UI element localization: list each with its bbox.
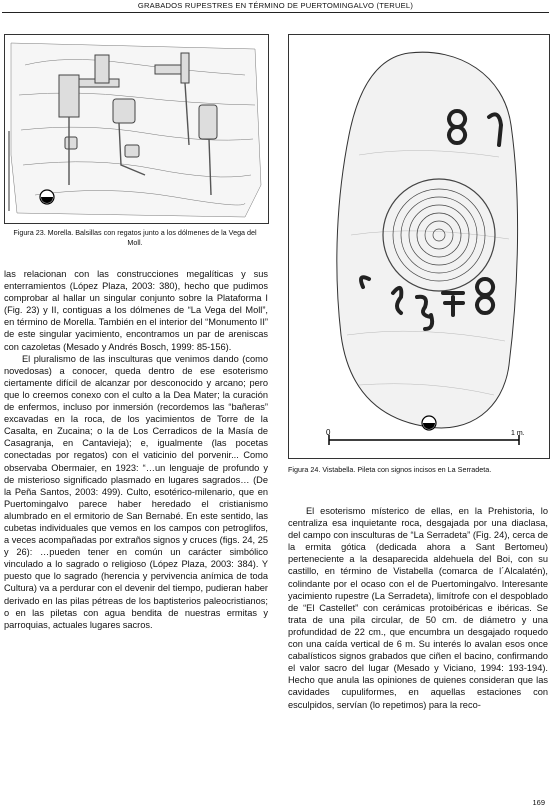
left-paragraph-2: El pluralismo de las insculturas que venimos dando (como novedosas) a conocer, queda dentro de ese esoterismo ciertamente difícil de alcanzar por desconocido y arcano; pero que lo creemos conexo con el culto a la Dea Mater; la curación de enfermos, incluso por inmersión (recordemos las “bañeras” excavadas en la roca, de los yacimientos de Torre de la Casalta, en Zucaina; o la de Los Cerradicos de la Masía de Casagranja, en Cantavieja); e, igualmente (las pocetas conectadas por regatos) con el vaticinio del porvenir... Como observaba Obermaier, en 1923: “…un lenguaje de profundo y de misterioso significado plasmado en lugares sagrados… (De la Peña Santos, 2003: 499). Culto, esotérico-milenario, que en Puertomingalvo parece haber heredado el cristianismo alumbrado en el ermitorio de San Bernabé. En este sentido, las cubetas individuales que vemos en los campos con petroglifos, a veces acompañadas por extraños signos y cruces (figs. 24, 25 y 26): …pueden tener en común un carácter simbólico vinculado a lo sagrado o religioso (López Plaza, 2003: 384). Y puesto que lo sagrado (herencia y pervivencia anímica de toda Cultura) va a perdurar con el devenir del tiempo, pudieran haber derivado en las pilas pétreas de los baptisterios paleocristianos; o en las piletas con agua bendita de nuestras ermitas y parroquias, actuales lugares sacros. [4,353,268,630]
rock-outline [337,52,518,428]
right-column [288,505,548,711]
figure-24-drawing [289,35,549,458]
header-rule [2,12,549,13]
figure-23-drawing [5,35,268,223]
left-column [4,268,268,631]
page-number: 169 [532,798,545,807]
scale-start-label: 0 [326,428,331,437]
figure-24-frame [288,34,550,459]
figure-23-caption: Figura 23. Morella. Balsillas con regatos junto a los dólmenes de la Vega del Moll. [13,228,257,247]
running-header: GRABADOS RUPESTRES EN TÉRMINO DE PUERTOMINGALVO (TERUEL) [137,1,414,10]
scale-end-label: 1 m. [511,430,525,437]
right-paragraph-1: El esoterismo místerico de ellas, en la Prehistoria, lo centraliza esa inquietante roca, desgajada por una diaclasa, del campo con insculturas de “La Serradeta” (Fig. 24), cerca de la ermita gótica (dedicada ahora a Sant Bertomeu) perteneciente a la desaparecida aldehuela del Boi, con su castillo, en término de Vistabella (comarca de l´Alcalatén), colindante por el ocaso con el de Puertomingalvo. Interesante yacimiento rupestre (La Serradeta), limítrofe con el despoblado de “El Castellet” con cerámicas protoibéricas e ibéricas. Se trata de una pila circular, de 50 cm. de diámetro y una profundidad de 22 cm., que encumbra un desgajado roquedo con una caída vertical de 6 m. Su interés lo avalan esos once cabalísticos signos grabados que ciñen el bacino, confirmando el valor sacro del lugar (Mesado y Viciano, 1994: 193-194). Hecho que anula las opiniones de quienes consideran que las cavidades cupuliformes, en aquellas estaciones con esculpidos, servían (lo repetimos) para la reco- [288,506,548,710]
left-paragraph-1: las relacionan con las construcciones megalíticas y sus enterramientos (López Plaza, 2003: 380), hecho que pudimos comprobar al hallar un singular conjunto sobre la Plataforma I (Fig. 23) y II, contiguas a los dólmenes de “La Vega del Moll”, en término de Morella. También en el interior del “Monumento II” de este singular yacimiento, encontramos un par de areniscas con cazoletas (Mesado y Andrés Bosch, 1999: 85-156). [4,269,268,352]
figure-23-frame [4,34,269,224]
figure-24-caption: Figura 24. Vistabella. Pileta con signos incisos en La Serradeta. [288,465,492,474]
